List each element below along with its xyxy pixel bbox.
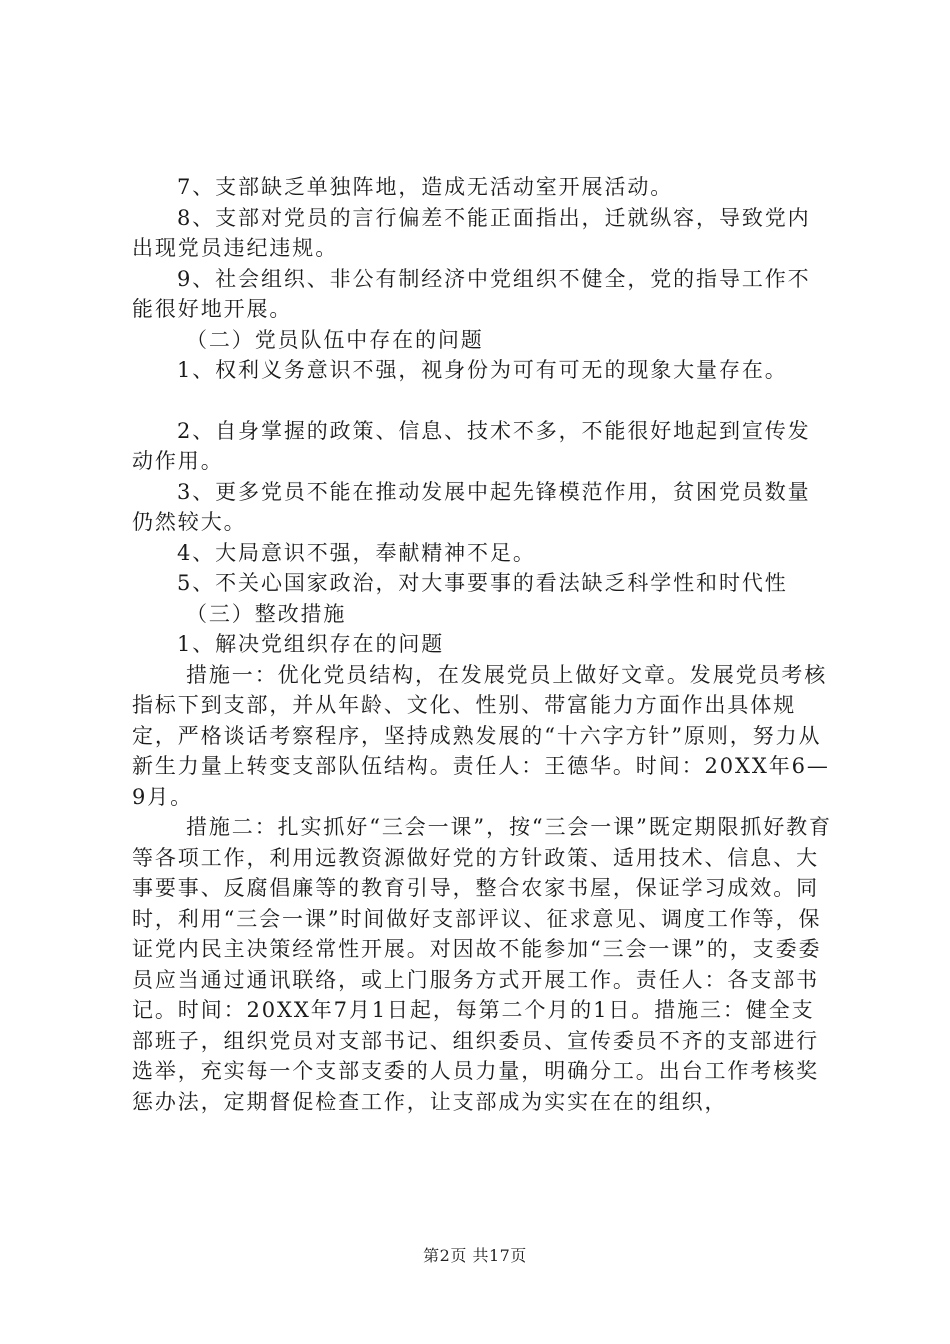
- document-body: [132, 172, 832, 1117]
- paragraph-item-7: 7、支部缺乏单独阵地，造成无活动室开展活动。: [177, 175, 674, 199]
- paragraph-member-2: 2、自身掌握的政策、信息、技术不多，不能很好地起到宣传发动作用。: [132, 418, 811, 473]
- paragraph-gap: [132, 386, 832, 416]
- paragraph-member-3: 3、更多党员不能在推动发展中起先锋模范作用，贫困党员数量仍然较大。: [132, 479, 811, 534]
- section-heading-3: （三）整改措施: [186, 601, 347, 626]
- subsection-heading-1: 1、解决党组织存在的问题: [177, 632, 445, 656]
- measure-two-paragraph: 措施二：扎实抓好“三会一课”，按“三会一课”既定期限抓好教育等各项工作，利用远教资源做好党的方针政策、适用技术、信息、大事要事、反腐倡廉等的教育引导，整合农家书屋，保证学习成效。同时，利用“三会一课”时间做好支部评议、征求意见、调度工作等，保证党内民主决策经常性开展。对因故不能参加“三会一课”的，支委委员应当通过通讯联络，或上门服务方式开展工作。责任人：各支部书记。时间：20XX年7月1日起，每第二个月的1日。措施三：健全支部班子，组织党员对支部书记、组织委员、宣传委员不齐的支部进行选举，充实每一个支部支委的人员力量，明确分工。出台工作考核奖惩办法，定期督促检查工作，让支部成为实实在在的组织，: [132, 815, 832, 1114]
- paragraph-item-9: 9、社会组织、非公有制经济中党组织不健全，党的指导工作不能很好地开展。: [132, 266, 811, 321]
- paragraph-member-1: 1、权利义务意识不强，视身份为可有可无的现象大量存在。: [177, 358, 788, 382]
- measure-one-paragraph: 措施一：优化党员结构，在发展党员上做好文章。发展党员考核指标下到支部，并从年龄、文化、性别、带富能力方面作出具体规定，严格谈话考察程序，坚持成熟发展的“十六字方针”原则，努力从新生力量上转变支部队伍结构。责任人：王德华。时间：20XX年6—9月。: [132, 662, 830, 809]
- paragraph-member-5: 5、不关心国家政治，对大事要事的看法缺乏科学性和时代性: [177, 571, 788, 595]
- page-number-footer: 第2页 共17页: [423, 1246, 527, 1265]
- paragraph-item-8: 8、支部对党员的言行偏差不能正面指出，迁就纵容，导致党内出现党员违纪违规。: [132, 205, 811, 260]
- section-heading-2: （二）党员队伍中存在的问题: [186, 327, 484, 352]
- paragraph-member-4: 4、大局意识不强，奉献精神不足。: [177, 540, 536, 565]
